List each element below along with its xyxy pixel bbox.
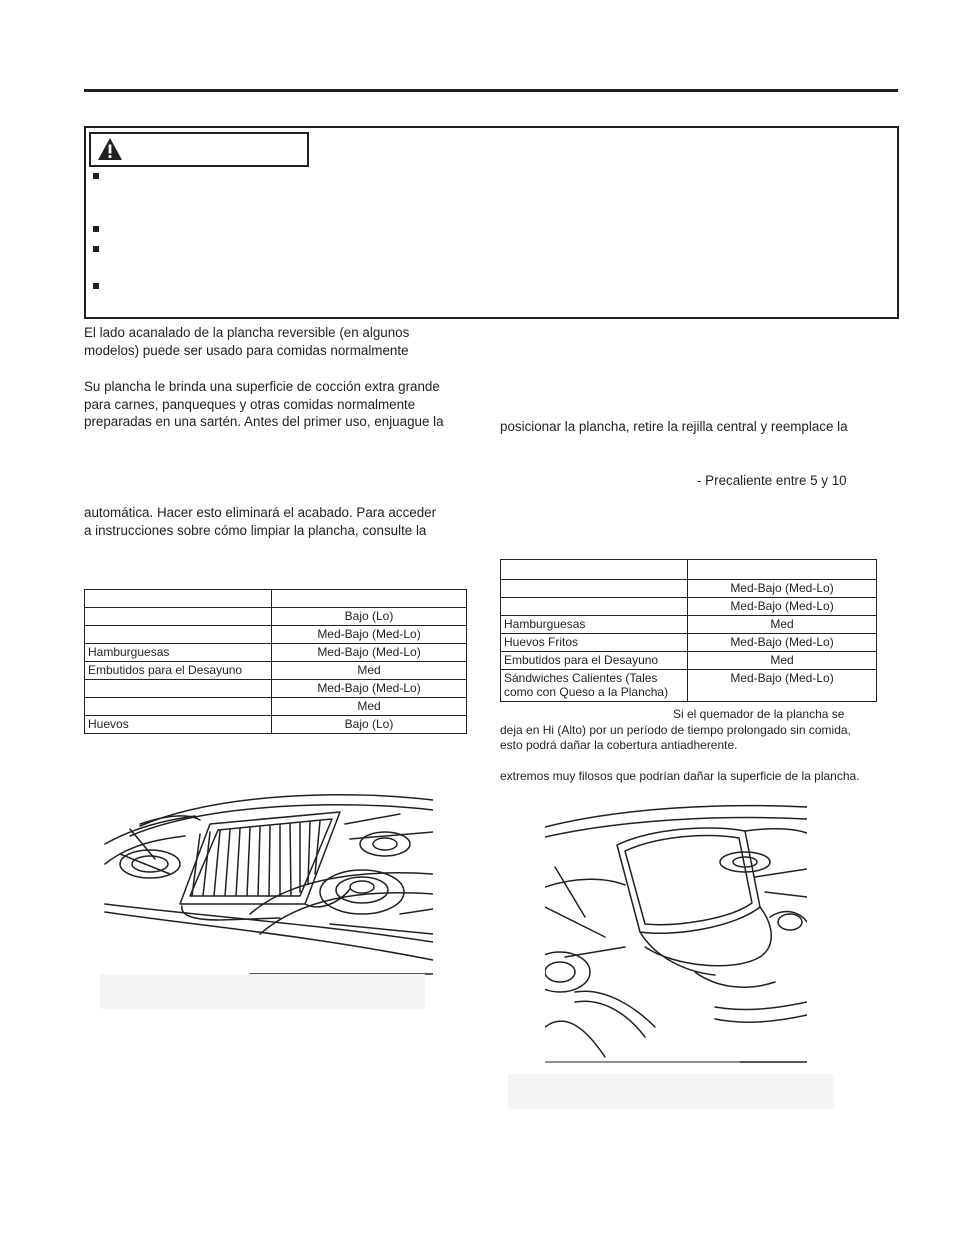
- table-row: Embutidos para el Desayuno Med: [85, 662, 467, 680]
- warning-bullet-1: [93, 173, 99, 179]
- table-row: Embutidos para el Desayuno Med: [501, 652, 877, 670]
- table-row: Med-Bajo (Med-Lo): [85, 680, 467, 698]
- table-row: Med: [85, 698, 467, 716]
- table-row: Sándwiches Calientes (Tales como con Queso a la Plancha) Med-Bajo (Med-Lo): [501, 670, 877, 702]
- grooved-griddle-illustration: [100, 784, 433, 976]
- griddle-table-right: [500, 559, 877, 702]
- left-paragraph-2: Su plancha le brinda una superficie de cocción extra grande para carnes, panqueques y otras comidas normalmente preparadas en una sartén. Antes del primer uso, enjuague la: [84, 379, 444, 430]
- left-paragraph-3: automática. Hacer esto eliminará el acabado. Para acceder a instrucciones sobre cómo limpiar la plancha, consulte la: [84, 505, 437, 538]
- table-header-row: [85, 590, 467, 608]
- table-row: Med-Bajo (Med-Lo): [501, 598, 877, 616]
- warning-triangle-icon: [97, 137, 123, 161]
- table-row: Med-Bajo (Med-Lo): [501, 580, 877, 598]
- table-row: Med-Bajo (Med-Lo): [85, 626, 467, 644]
- right-text-line-2: - Precaliente entre 5 y 10: [697, 473, 847, 488]
- flat-griddle-illustration: [545, 797, 807, 1063]
- warning-note-2: extremos muy filosos que podrían dañar la superficie de la plancha.: [500, 769, 860, 783]
- warning-note: Si el quemador de la plancha se deja en Hi (Alto) por un período de tiempo prolongado sin comida, esto podrá dañar la cobertura antiadherente.: [500, 707, 851, 752]
- warning-bullet-3: [93, 246, 99, 252]
- table-row: Hamburguesas Med: [501, 616, 877, 634]
- table-row: Huevos Bajo (Lo): [85, 716, 467, 734]
- table-row: Bajo (Lo): [85, 608, 467, 626]
- table-header-row: [501, 560, 877, 580]
- right-figure-caption: [508, 1074, 834, 1109]
- right-text-line-1: posicionar la plancha, retire la rejilla central y reemplace la: [500, 419, 848, 434]
- warning-bullet-2: [93, 226, 99, 232]
- warning-label: [89, 132, 309, 167]
- left-paragraph-1: El lado acanalado de la plancha reversible (en algunos modelos) puede ser usado para comidas normalmente: [84, 325, 410, 358]
- header-rule: [84, 89, 898, 92]
- table-row: Huevos Fritos Med-Bajo (Med-Lo): [501, 634, 877, 652]
- warning-bullet-4: [93, 283, 99, 289]
- left-figure-caption: [100, 974, 425, 1009]
- griddle-table-left: [84, 589, 467, 734]
- table-row: Hamburguesas Med-Bajo (Med-Lo): [85, 644, 467, 662]
